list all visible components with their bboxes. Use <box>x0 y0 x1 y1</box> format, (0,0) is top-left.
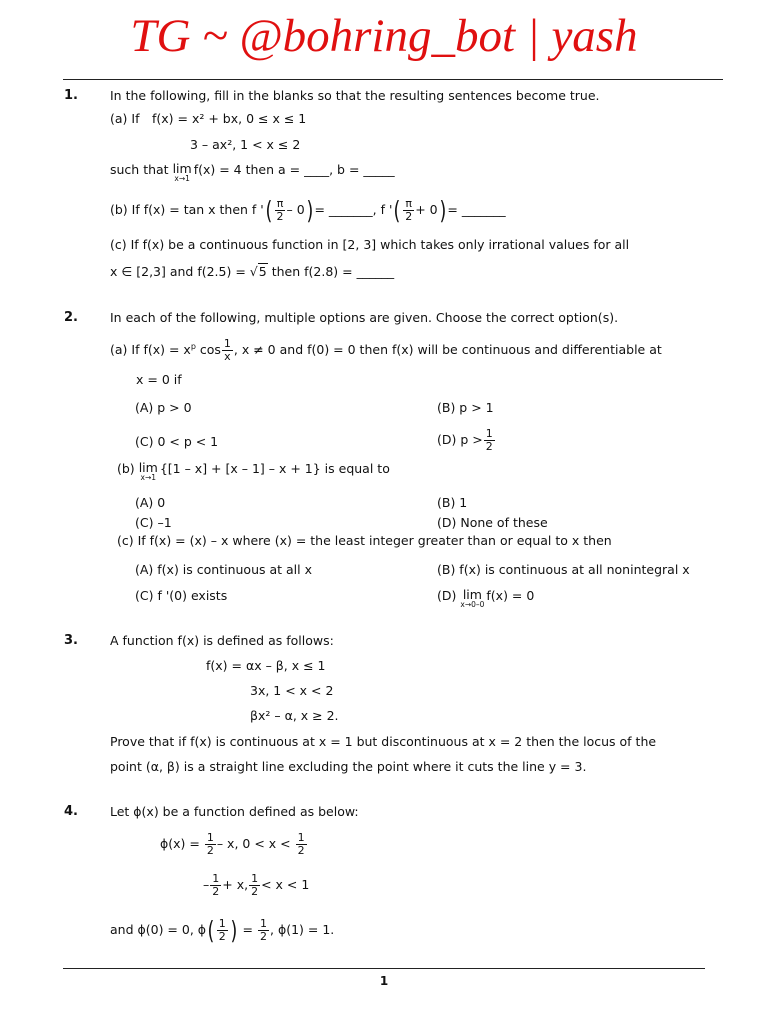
q2b-option-d: (D) None of these <box>437 515 548 530</box>
q1c-line2: x ∈ [2,3] and f(2.5) = √5 then f(2.8) = ______ <box>110 264 395 279</box>
q2a-option-a: (A) p > 0 <box>135 400 192 415</box>
q1a-piece2: 3 – ax², 1 < x ≤ 2 <box>190 137 301 152</box>
q3-piece3: βx² – α, x ≥ 2. <box>250 708 339 723</box>
question-number-1: 1. <box>64 88 78 103</box>
limit-symbol: lim x→1 <box>172 161 192 183</box>
limit-symbol: lim x→0–0 <box>460 587 485 609</box>
header-rule <box>63 79 723 80</box>
q2b-option-b: (B) 1 <box>437 495 468 510</box>
q3-line1: Prove that if f(x) is continuous at x = 1 but discontinuous at x = 2 then the locus of the <box>110 734 657 749</box>
question-number-3: 3. <box>64 633 78 648</box>
q2c-option-d: (D) lim x→0–0 f(x) = 0 <box>437 587 535 609</box>
q2c-option-c: (C) f '(0) exists <box>135 588 228 603</box>
one-half-fraction: $\frac{1}{2}$ <box>206 831 214 857</box>
q2a-option-d: (D) p > $\frac{1}{2}$ <box>437 427 493 453</box>
q4-piece2: – $\frac{1}{2}$ + x, $\frac{1}{2}$ < x < 1 <box>203 872 310 898</box>
one-half-fraction: $\frac{1}{2}$ <box>297 831 305 857</box>
q3-intro: A function f(x) is defined as follows: <box>110 633 334 648</box>
one-over-x-fraction: $\frac{1}{x}$ <box>223 337 231 363</box>
one-half-fraction: $\frac{1}{2}$ <box>485 427 493 453</box>
q1b-line: (b) If f(x) = tan x then f '( $\frac{\pi}{2}$ – 0)= _______, f '( $\frac{\pi}{2}$ + 0)= _______ <box>110 195 506 225</box>
q4-piece1: ϕ(x) = $\frac{1}{2}$ – x, 0 < x < $\frac{1}{2}$ <box>160 831 305 857</box>
q1-intro: In the following, fill in the blanks so that the resulting sentences become true. <box>110 88 600 103</box>
q2c-line: (c) If f(x) = (x) – x where (x) = the least integer greater than or equal to x then <box>117 533 612 548</box>
q1a-condition <box>110 162 395 183</box>
sqrt-5: 5 <box>258 264 267 279</box>
q2a-line: (a) If $f(x) = x^p$ cos $\frac{1}{x}$ , x ≠ 0 and f(0) = 0 then f(x) will be continuous and differentiable at <box>110 337 662 363</box>
q2b-option-a: (A) 0 <box>135 495 166 510</box>
q1a-cond-post: f(x) = 4 then a = ____, b = _____ <box>193 162 395 177</box>
one-half-fraction: $\frac{1}{2}$ <box>218 917 226 943</box>
q3-piece2: 3x, 1 < x < 2 <box>250 683 334 698</box>
q1a-piece1: f(x) = x² + bx, 0 ≤ x ≤ 1 <box>152 111 307 126</box>
q2c-option-a: (A) f(x) is continuous at all x <box>135 562 312 577</box>
watermark-banner: TG ~ @bohring_bot | yash <box>130 10 638 62</box>
q2a-cont: x = 0 if <box>136 372 182 387</box>
q2b-option-c: (C) –1 <box>135 515 172 530</box>
one-half-fraction: $\frac{1}{2}$ <box>251 872 259 898</box>
pi-over-2-fraction: $\frac{\pi}{2}$ <box>276 197 284 223</box>
question-number-4: 4. <box>64 804 78 819</box>
q4-conditions: and ϕ(0) = 0, ϕ( $\frac{1}{2}$ ) = $\frac{1}{2}$ , ϕ(1) = 1. <box>110 915 335 945</box>
one-half-fraction: $\frac{1}{2}$ <box>212 872 220 898</box>
question-number-2: 2. <box>64 310 78 325</box>
q1a-cond-pre: such that <box>110 162 169 177</box>
limit-symbol: lim x→1 <box>138 460 158 482</box>
q1a-label: (a) If <box>110 111 140 126</box>
q3-line2: point (α, β) is a straight line excluding the point where it cuts the line y = 3. <box>110 759 587 774</box>
q2-intro: In each of the following, multiple options are given. Choose the correct option(s). <box>110 310 619 325</box>
q3-piece1: f(x) = αx – β, x ≤ 1 <box>206 658 326 673</box>
footer-rule <box>63 968 705 969</box>
q2c-option-b: (B) f(x) is continuous at all nonintegral x <box>437 562 690 577</box>
q2a-option-c: (C) 0 < p < 1 <box>135 434 219 449</box>
q2a-option-b: (B) p > 1 <box>437 400 494 415</box>
q2b-line: (b) lim x→1 {[1 – x] + [x – 1] – x + 1} is equal to <box>117 460 390 482</box>
page-number: 1 <box>379 974 389 988</box>
q4-intro: Let ϕ(x) be a function defined as below: <box>110 804 359 819</box>
one-half-fraction: $\frac{1}{2}$ <box>260 917 267 943</box>
pi-over-2-fraction: $\frac{\pi}{2}$ <box>405 197 413 223</box>
q1c-line1: (c) If f(x) be a continuous function in [2, 3] which takes only irrational values for all <box>110 237 630 252</box>
